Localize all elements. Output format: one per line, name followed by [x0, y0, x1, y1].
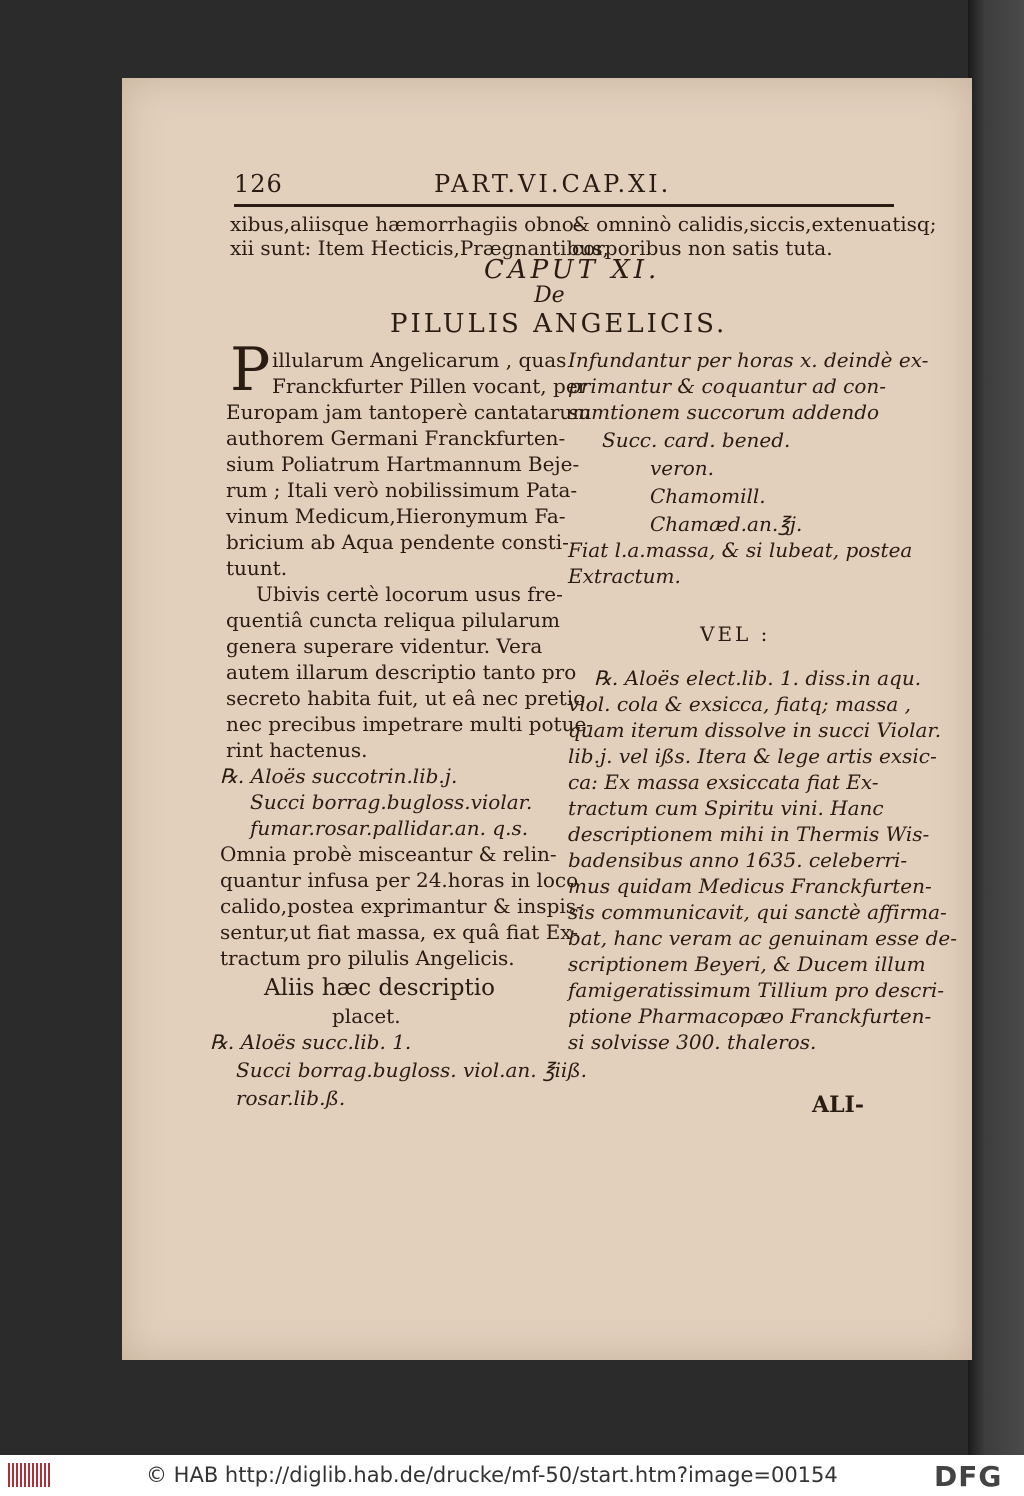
- right-p2-line: Extractum.: [568, 564, 681, 588]
- right-p3-line: viol. cola & exsicca, fiatq; massa ,: [568, 692, 911, 716]
- vel-heading: VEL :: [700, 622, 771, 646]
- left-p2-line: secreto habita fuit, ut eâ nec pretio,: [226, 686, 592, 710]
- left-p3-line: calido,postea exprimantur & inspis-: [220, 894, 583, 918]
- header-rule: [234, 204, 894, 207]
- left-recipe2-line: ℞. Aloës succ.lib. 1.: [210, 1030, 412, 1054]
- right-continuation-1: & omninò calidis,siccis,extenuatisq;: [572, 212, 937, 236]
- left-continuation-2: xii sunt: Item Hecticis,Prægnantibus,: [230, 236, 609, 260]
- right-p3-line: ptione Pharmacopæo Franckfurten-: [568, 1004, 932, 1028]
- right-p3-line: ℞. Aloës elect.lib. 1. diss.in aqu.: [594, 666, 922, 690]
- page-number: 126: [234, 170, 283, 198]
- right-p3-line: mus quidam Medicus Franckfurten-: [568, 874, 932, 898]
- right-p3-line: bat, hanc veram ac genuinam esse de-: [568, 926, 958, 950]
- chapter-number: CAPUT XI.: [484, 255, 661, 285]
- left-recipe2-line: Succi borrag.bugloss. viol.an. ℥iiß.: [236, 1058, 588, 1082]
- right-p3-line: ca: Ex massa exsiccata fiat Ex-: [568, 770, 879, 794]
- left-p3-line: Omnia probè misceantur & relin-: [220, 842, 557, 866]
- right-recipe-line: Succ. card. bened.: [602, 428, 791, 452]
- left-p2-line: genera superare videntur. Vera: [226, 634, 543, 658]
- book-page: [122, 78, 972, 1360]
- right-p3-line: tractum cum Spiritu vini. Hanc: [568, 796, 884, 820]
- left-p1-line: Franckfurter Pillen vocant, per: [272, 374, 588, 398]
- left-p3-line: quantur infusa per 24.horas in loco: [220, 868, 579, 892]
- book-edge: [968, 0, 1024, 1455]
- right-p3-line: lib.j. vel ißs. Itera & lege artis exsic-: [568, 744, 937, 768]
- right-p2-line: Fiat l.a.massa, & si lubeat, postea: [568, 538, 913, 562]
- left-p1-line: illularum Angelicarum , quas: [272, 348, 567, 372]
- right-p3-line: scriptionem Beyeri, & Ducem illum: [568, 952, 926, 976]
- right-p3-line: badensibus anno 1635. celeberri-: [568, 848, 908, 872]
- left-p2-line: quentiâ cuncta reliqua pilularum: [226, 608, 560, 632]
- right-continuation-2: corporibus non satis tuta.: [572, 236, 833, 260]
- left-recipe2-line: rosar.lib.ß.: [236, 1086, 346, 1110]
- right-p3-line: famigeratissimum Tillium pro descri-: [568, 978, 945, 1002]
- right-p3-line: si solvisse 300. thaleros.: [568, 1030, 817, 1054]
- running-title: PART.VI.CAP.XI.: [434, 170, 672, 198]
- left-p2-line: rint hactenus.: [226, 738, 368, 762]
- left-p3-line: sentur,ut fiat massa, ex quâ fiat Ex-: [220, 920, 578, 944]
- catchword: ALI-: [812, 1092, 864, 1118]
- left-p1-line: tuunt.: [226, 556, 288, 580]
- right-p3-line: sis communicavit, qui sanctè affirma-: [568, 900, 947, 924]
- left-p2-line: nec precibus impetrare multi potue-: [226, 712, 594, 736]
- left-p1-line: bricium ab Aqua pendente consti-: [226, 530, 569, 554]
- drop-cap: P: [230, 335, 271, 405]
- chapter-de: De: [534, 283, 565, 308]
- right-recipe-line: Chamæd.an.℥j.: [650, 512, 803, 536]
- chapter-title: PILULIS ANGELICIS.: [390, 309, 728, 339]
- barcode-icon: [8, 1463, 50, 1487]
- left-p1-line: vinum Medicum,Hieronymum Fa-: [226, 504, 566, 528]
- right-p1-line: primantur & coquantur ad con-: [568, 374, 887, 398]
- left-recipe-line: ℞. Aloës succotrin.lib.j.: [220, 764, 458, 788]
- left-p1-line: authorem Germani Franckfurten-: [226, 426, 566, 450]
- right-p3-line: descriptionem mihi in Thermis Wis-: [568, 822, 930, 846]
- alt-heading: Aliis hæc descriptio: [264, 975, 495, 1001]
- running-head: [234, 170, 889, 204]
- left-p1-line: rum ; Itali verò nobilissimum Pata-: [226, 478, 578, 502]
- right-p1-line: sumtionem succorum addendo: [568, 400, 880, 424]
- left-continuation-1: xibus,aliisque hæmorrhagiis obno-: [230, 212, 581, 236]
- left-p1-line: Europam jam tantoperè cantatarum: [226, 400, 592, 424]
- alt-heading-2: placet.: [332, 1004, 401, 1028]
- dfg-logo: DFG: [934, 1460, 1003, 1493]
- left-p3-line: tractum pro pilulis Angelicis.: [220, 946, 515, 970]
- left-p1-line: sium Poliatrum Hartmannum Beje-: [226, 452, 580, 476]
- right-p1-line: Infundantur per horas x. deindè ex-: [568, 348, 929, 372]
- right-p3-line: quam iterum dissolve in succi Violar.: [568, 718, 942, 742]
- source-url-link[interactable]: © HAB http://diglib.hab.de/drucke/mf-50/start.htm?image=00154: [146, 1463, 838, 1487]
- left-p2-line: autem illarum descriptio tanto pro: [226, 660, 577, 684]
- left-recipe-line: fumar.rosar.pallidar.an. q.s.: [250, 816, 529, 840]
- right-recipe-line: Chamomill.: [650, 484, 766, 508]
- viewer-footer: [0, 1455, 1024, 1496]
- left-recipe-line: Succi borrag.bugloss.violar.: [250, 790, 533, 814]
- left-p2-line: Ubivis certè locorum usus fre-: [256, 582, 563, 606]
- right-recipe-line: veron.: [650, 456, 714, 480]
